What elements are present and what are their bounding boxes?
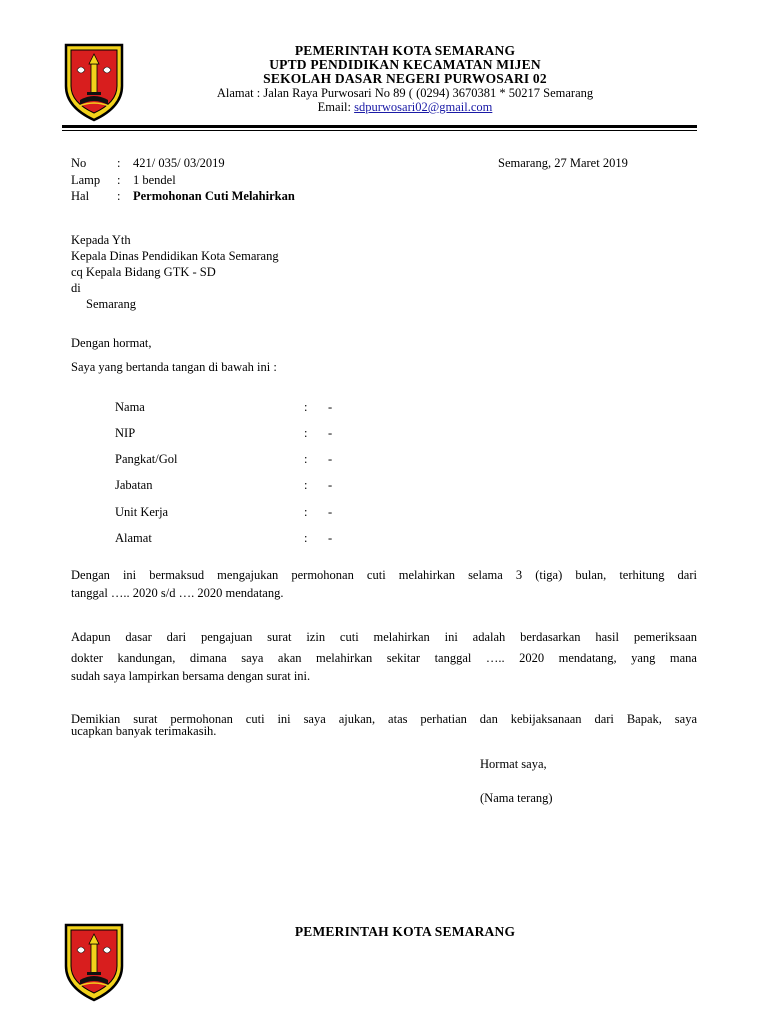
no-value: 421/ 035/ 03/2019 bbox=[133, 156, 225, 170]
field-sep: : bbox=[304, 452, 308, 466]
intro-line: Saya yang bertanda tangan di bawah ini : bbox=[71, 360, 277, 374]
lamp-label: Lamp bbox=[71, 173, 101, 187]
paragraph-3-line-2: ucapkan banyak terimakasih. bbox=[71, 724, 217, 738]
recipient-line-1: Kepada Yth bbox=[71, 233, 131, 247]
field-label: Jabatan bbox=[115, 478, 153, 492]
field-label: Alamat bbox=[115, 531, 152, 545]
lamp-sep: : bbox=[117, 173, 121, 187]
field-label: NIP bbox=[115, 426, 136, 440]
hal-label: Hal bbox=[71, 189, 90, 203]
hal-sep: : bbox=[117, 189, 121, 203]
field-value: - bbox=[328, 400, 333, 414]
kop-line-school: SEKOLAH DASAR NEGERI PURWOSARI 02 bbox=[263, 71, 547, 86]
field-sep: : bbox=[304, 531, 308, 545]
recipient-line-5: Semarang bbox=[86, 297, 136, 311]
field-value: - bbox=[328, 426, 333, 440]
field-value: - bbox=[328, 505, 333, 519]
field-sep: : bbox=[304, 426, 308, 440]
field-sep: : bbox=[304, 478, 308, 492]
letter-date: Semarang, 27 Maret 2019 bbox=[498, 156, 628, 170]
no-sep: : bbox=[117, 156, 121, 170]
recipient-line-2: Kepala Dinas Pendidikan Kota Semarang bbox=[71, 249, 279, 263]
field-sep: : bbox=[304, 505, 308, 519]
kop-line-government: PEMERINTAH KOTA SEMARANG bbox=[294, 43, 516, 58]
closing-salutation: Hormat saya, bbox=[480, 757, 547, 771]
field-value: - bbox=[328, 478, 333, 492]
email-label: Email: bbox=[317, 100, 351, 114]
kop-line-uptd: UPTD PENDIDIKAN KECAMATAN MIJEN bbox=[269, 57, 541, 72]
signatory-name: (Nama terang) bbox=[480, 791, 553, 805]
field-value: - bbox=[328, 452, 333, 466]
field-label: Nama bbox=[115, 400, 145, 414]
paragraph-1-line-1: Dengan ini bermaksud mengajukan permohonan cuti melahirkan selama 3 (tiga) bulan, terhitung dari bbox=[71, 568, 697, 582]
city-emblem-logo-page-2 bbox=[63, 922, 125, 1002]
hal-value: Permohonan Cuti Melahirkan bbox=[133, 189, 295, 203]
field-label: Unit Kerja bbox=[115, 505, 169, 519]
city-emblem-logo bbox=[63, 42, 125, 122]
field-value: - bbox=[328, 531, 333, 545]
lamp-value: 1 bendel bbox=[133, 173, 176, 187]
paragraph-1-line-2: tanggal ….. 2020 s/d …. 2020 mendatang. bbox=[71, 586, 284, 600]
field-sep: : bbox=[304, 400, 308, 414]
kop-address: Alamat : Jalan Raya Purwosari No 89 ( (0294) 3670381 * 50217 Semarang bbox=[216, 86, 594, 100]
email-link[interactable]: sdpurwosari02@gmail.com bbox=[354, 100, 493, 114]
header-rule-thin bbox=[62, 130, 697, 131]
recipient-line-3: cq Kepala Bidang GTK - SD bbox=[71, 265, 216, 279]
paragraph-2-line-2: dokter kandungan, dimana saya akan melahirkan sekitar tanggal ….. 2020 mendatang, yang mana bbox=[71, 651, 697, 665]
paragraph-2-line-1: Adapun dasar dari pengajuan surat izin cuti melahirkan ini adalah berdasarkan hasil pemeriksaan bbox=[71, 630, 697, 644]
no-label: No bbox=[71, 156, 87, 170]
recipient-line-4: di bbox=[71, 281, 81, 295]
header-rule-thick bbox=[62, 125, 697, 128]
paragraph-2-line-3: sudah saya lampirkan bersama dengan surat ini. bbox=[71, 669, 311, 683]
greeting: Dengan hormat, bbox=[71, 336, 152, 350]
paragraph-3-line-1: Demikian surat permohonan cuti ini saya ajukan, atas perhatian dan kebijaksanaan dari Bapak, saya bbox=[71, 712, 697, 726]
kop-line-government-page-2: PEMERINTAH KOTA SEMARANG bbox=[294, 924, 516, 939]
kop-email bbox=[150, 100, 660, 115]
field-label: Pangkat/Gol bbox=[115, 452, 178, 466]
